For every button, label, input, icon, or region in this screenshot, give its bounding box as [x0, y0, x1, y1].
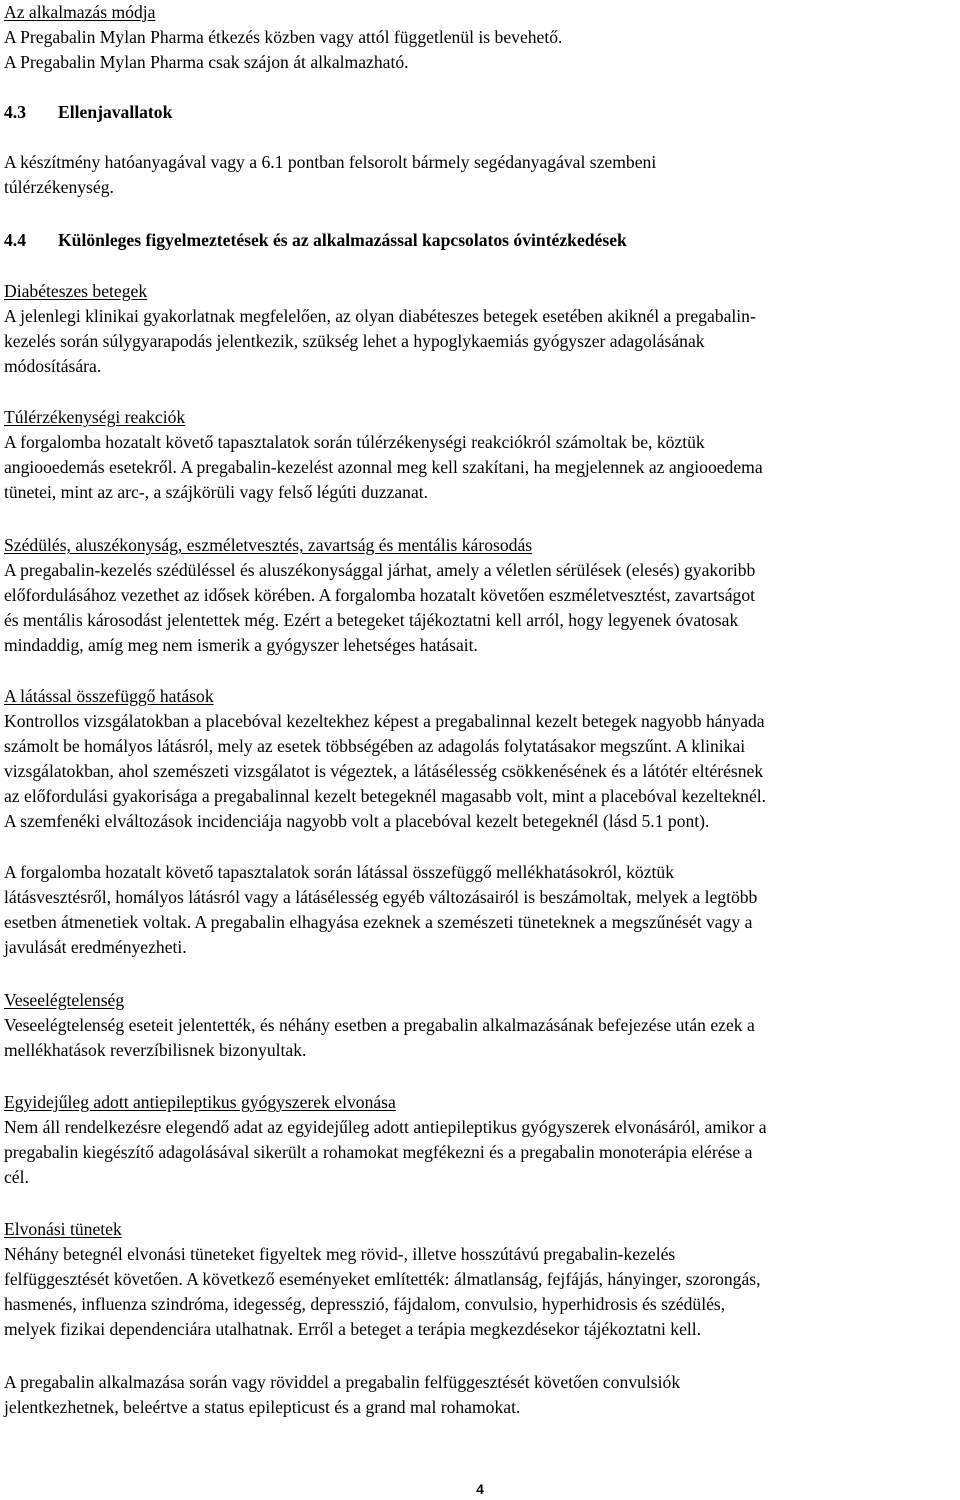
subsection-title-withdrawal-symptoms: Elvonási tünetek: [4, 1219, 122, 1239]
paragraph-line: cél.: [4, 1167, 29, 1187]
subsection-title-dizziness: Szédülés, aluszékonyság, eszméletvesztés, zavartság és mentális károsodás: [4, 535, 533, 555]
paragraph-line: angiooedemás esetekről. A pregabalin-kezelést azonnal meg kell szakítani, ha megjelennek az angiooedema: [4, 457, 763, 477]
section-number: 4.4: [4, 230, 26, 250]
paragraph-line: hasmenés, influenza szindróma, idegesség, depresszió, fájdalom, convulsio, hyperhidrosis és szédülés,: [4, 1294, 726, 1314]
paragraph-line: A forgalomba hozatalt követő tapasztalatok során túlérzékenységi reakciókról számoltak be, köztük: [4, 432, 705, 452]
section-title: Ellenjavallatok: [58, 102, 173, 122]
section-number: 4.3: [4, 102, 26, 122]
paragraph-line: kezelés során súlygyarapodás jelentkezik, szükség lehet a hypoglykaemiás gyógyszer adagolásának: [4, 331, 705, 351]
paragraph-line: pregabalin kiegészítő adagolásával sikerült a rohamokat megfékezni és a pregabalin monoterápia elérése a: [4, 1142, 753, 1162]
paragraph-line: számolt be homályos látásról, mely az esetek többségében az adagolás folytatásakor megszűnt. A klinikai: [4, 736, 746, 756]
paragraph-line: előfordulásához vezethet az idősek körében. A forgalomba hozatalt követően eszméletvesztést, zavartságot: [4, 585, 756, 605]
paragraph-line: A forgalomba hozatalt követő tapasztalatok során látással összefüggő mellékhatásokról, köztük: [4, 862, 674, 882]
paragraph-line: Kontrollos vizsgálatokban a placebóval kezeltekhez képest a pregabalinnal kezelt betegek nagyobb hányada: [4, 711, 765, 731]
paragraph-line: A pregabalin alkalmazása során vagy röviddel a pregabalin felfüggesztését követően convulsiók: [4, 1372, 681, 1392]
section-heading-4-4: [4, 228, 627, 254]
paragraph-line: túlérzékenység.: [4, 177, 114, 197]
paragraph-line: A Pregabalin Mylan Pharma étkezés közben vagy attól függetlenül is bevehető.: [4, 27, 563, 47]
paragraph-line: az előfordulási gyakorisága a pregabalinnal kezelt betegeknél magasabb volt, mint a placebóval kezelteknél.: [4, 786, 767, 806]
page-number: 4: [476, 1481, 484, 1497]
paragraph-line: módosítására.: [4, 356, 102, 376]
subsection-title-antiepileptic-withdrawal: Egyidejűleg adott antiepileptikus gyógyszerek elvonása: [4, 1092, 396, 1112]
paragraph-line: melyek fizikai dependenciára utalhatnak. Erről a beteget a terápia megkezdésekor tájékoztatni kell.: [4, 1319, 702, 1339]
paragraph-line: mellékhatások reverzíbilisnek bizonyultak.: [4, 1040, 307, 1060]
paragraph-line: javulását eredményezheti.: [4, 937, 187, 957]
paragraph-line: és mentális károsodást jelentettek még. Ezért a betegeket tájékoztatni kell arról, hogy legyenek óvatosak: [4, 610, 739, 630]
paragraph-line: tünetei, mint az arc-, a szájkörüli vagy felső légúti duzzanat.: [4, 482, 429, 502]
section-title: Különleges figyelmeztetések és az alkalmazással kapcsolatos óvintézkedések: [58, 230, 627, 250]
paragraph-line: Néhány betegnél elvonási tüneteket figyeltek meg rövid-, illetve hosszútávú pregabalin-kezelés: [4, 1244, 676, 1264]
subsection-title-administration: Az alkalmazás módja: [4, 2, 156, 22]
paragraph-line: A készítmény hatóanyagával vagy a 6.1 pontban felsorolt bármely segédanyagával szembeni: [4, 152, 657, 172]
subsection-title-diabetic: Diabéteszes betegek: [4, 281, 148, 301]
subsection-title-vision: A látással összefüggő hatások: [4, 686, 214, 706]
paragraph-line: esetben átmenetiek voltak. A pregabalin elhagyása ezeknek a szemészeti tüneteknek a megszűnését vagy a: [4, 912, 753, 932]
paragraph-line: vizsgálatokban, ahol szemészeti vizsgálatot is végeztek, a látásélesség csökkenésének és a látótér eltérésnek: [4, 761, 764, 781]
subsection-title-renal-failure: Veseelégtelenség: [4, 990, 125, 1010]
paragraph-line: mindaddig, amíg meg nem ismerik a gyógyszer lehetséges hatásait.: [4, 635, 478, 655]
paragraph-line: felfüggesztését követően. A következő eseményeket említették: álmatlanság, fejfájás, hányinger, szorongás,: [4, 1269, 761, 1289]
paragraph-line: Veseelégtelenség eseteit jelentették, és néhány esetben a pregabalin alkalmazásának befejezése után ezek a: [4, 1015, 755, 1035]
paragraph-line: látásvesztésről, homályos látásról vagy a látásélesség egyéb változásairól is beszámoltak, melyek a legtöbb: [4, 887, 758, 907]
paragraph-line: A jelenlegi klinikai gyakorlatnak megfelelően, az olyan diabéteszes betegek esetében akiknél a pregabalin-: [4, 306, 756, 326]
paragraph-line: A Pregabalin Mylan Pharma csak szájon át alkalmazható.: [4, 52, 409, 72]
paragraph-line: jelentkezhetnek, beleértve a status epilepticust és a grand mal rohamokat.: [4, 1397, 521, 1417]
paragraph-line: A szemfenéki elváltozások incidenciája nagyobb volt a placebóval kezelt betegeknél (lásd 5.1 pont).: [4, 811, 710, 831]
paragraph-line: Nem áll rendelkezésre elegendő adat az egyidejűleg adott antiepileptikus gyógyszerek elvonásáról, amikor a: [4, 1117, 767, 1137]
subsection-title-hypersensitivity: Túlérzékenységi reakciók: [4, 407, 186, 427]
paragraph-line: A pregabalin-kezelés szédüléssel és aluszékonysággal járhat, amely a véletlen sérülések (elesés) gyakoribb: [4, 560, 756, 580]
section-heading-4-3: [4, 100, 172, 126]
